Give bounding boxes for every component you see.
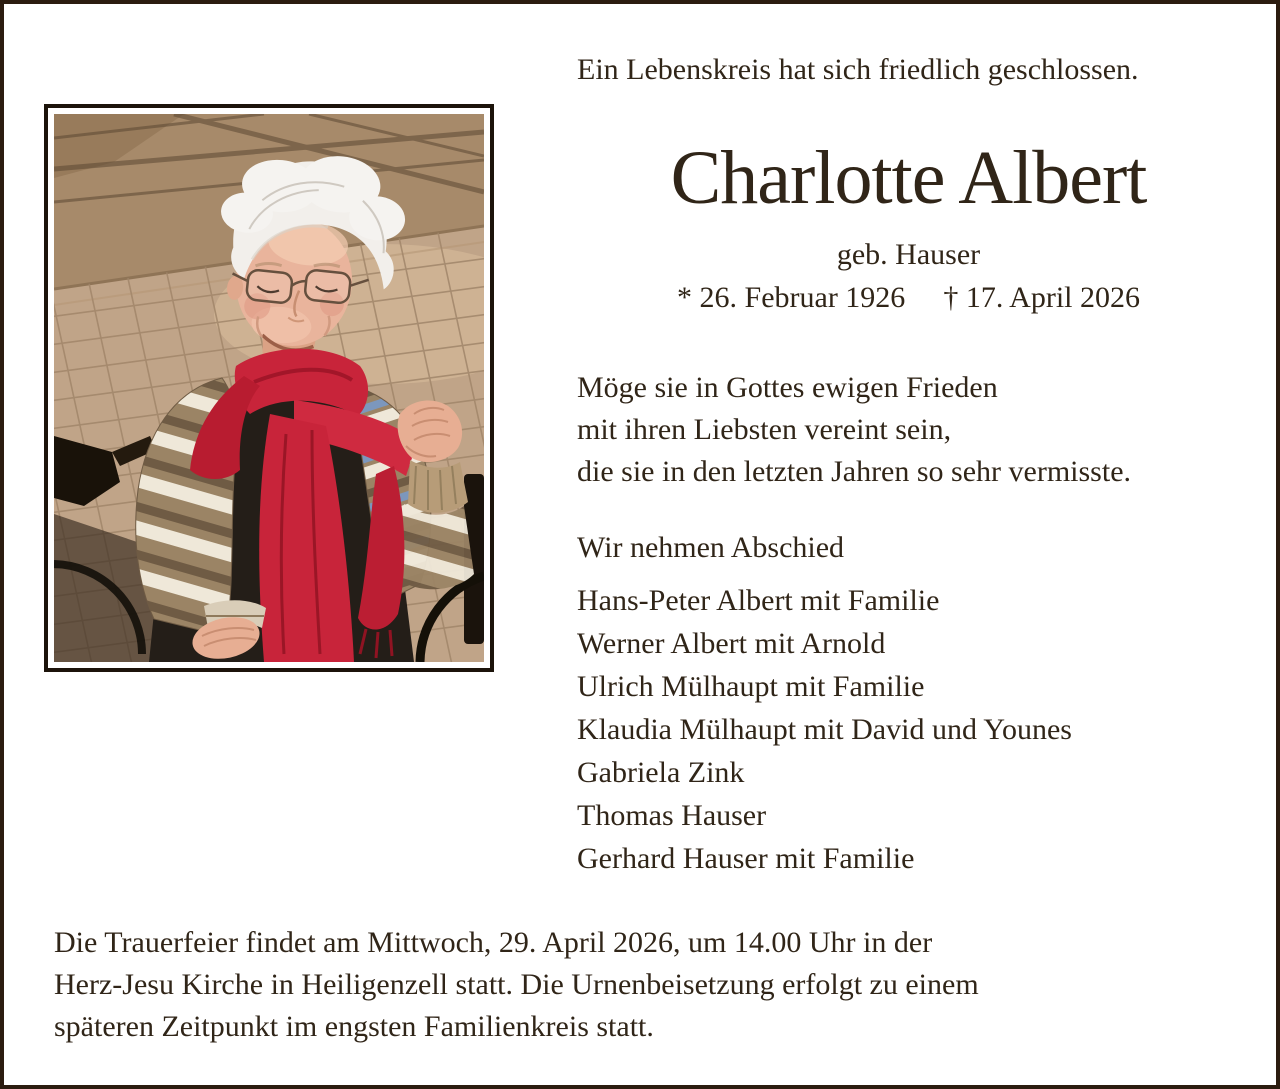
mourner-name: Werner Albert mit Arnold (577, 627, 886, 660)
funeral-notice-line: späteren Zeitpunkt im engsten Familienkreis statt. (54, 1010, 654, 1043)
death-date: † 17. April 2026 (943, 281, 1140, 314)
portrait-photo (54, 114, 484, 662)
mourner-name: Klaudia Mülhaupt mit David und Younes (577, 713, 1072, 746)
striped-forearm (394, 504, 474, 589)
mourner-name: Hans-Peter Albert mit Familie (577, 584, 940, 617)
mourner-name: Thomas Hauser (577, 799, 767, 832)
mourner-name: Gabriela Zink (577, 756, 745, 789)
verse-line: Möge sie in Gottes ewigen Frieden (577, 371, 998, 404)
farewell-heading: Wir nehmen Abschied (577, 531, 845, 564)
photo-frame (44, 104, 494, 672)
mourner-name: Ulrich Mülhaupt mit Familie (577, 670, 925, 703)
birth-date: * 26. Februar 1926 (677, 281, 906, 314)
memorial-verse (577, 367, 1240, 493)
opening-line: Ein Lebenskreis hat sich friedlich geschlossen. (577, 53, 1139, 86)
funeral-notice-line: Die Trauerfeier findet am Mittwoch, 29. April 2026, um 14.00 Uhr in der (54, 926, 933, 959)
life-dates (577, 280, 1240, 316)
mourner-name: Gerhard Hauser mit Familie (577, 842, 915, 875)
maiden-name: geb. Hauser (836, 238, 981, 271)
verse-line: die sie in den letzten Jahren so sehr vermisste. (577, 455, 1132, 488)
funeral-notice (54, 922, 1239, 1048)
funeral-notice-line: Herz-Jesu Kirche in Heiligenzell statt. Die Urnenbeisetzung erfolgt zu einem (54, 968, 979, 1001)
deceased-name: Charlotte Albert (670, 136, 1147, 220)
verse-line: mit ihren Liebsten vereint sein, (577, 413, 952, 446)
mourners-list (577, 579, 1240, 880)
knit-cuff (408, 460, 468, 513)
